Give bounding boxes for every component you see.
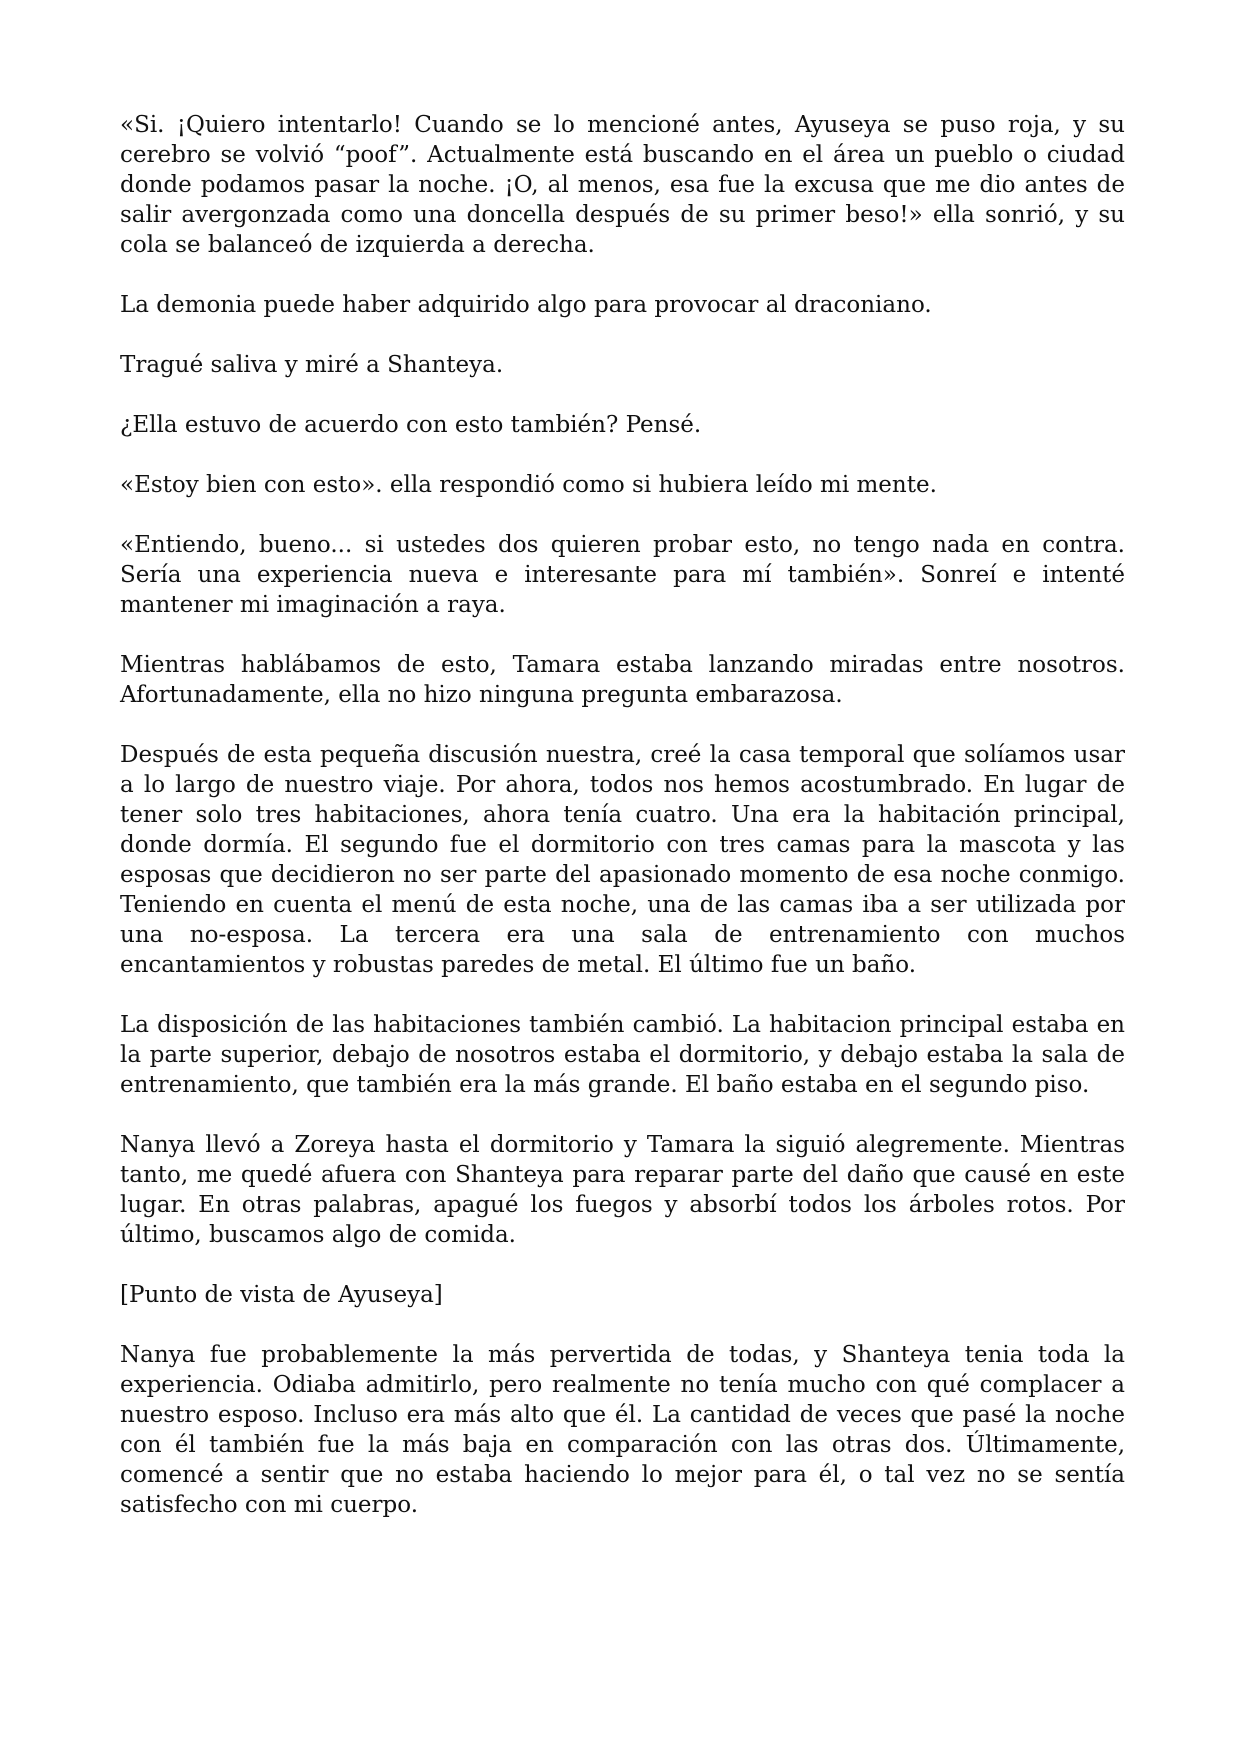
paragraph: La demonia puede haber adquirido algo para provocar al draconiano. xyxy=(120,292,932,318)
paragraph: Mientras hablábamos de esto, Tamara estaba lanzando miradas entre nosotros. Afortunadamente, ella no hizo ninguna pregunta embarazosa. xyxy=(120,652,1125,708)
paragraph: Nanya fue probablemente la más pervertida de todas, y Shanteya tenia toda la experiencia. Odiaba admitirlo, pero realmente no tenía mucho con qué complacer a nuestro esposo. Incluso era más alto que él. La cantidad de veces que pasé la noche con él también fue la más baja en comparación con las otras dos. Últimamente, comencé a sentir que no estaba haciendo lo mejor para él, o tal vez no se sentía satisfecho con mi cuerpo. xyxy=(120,1342,1125,1518)
paragraph: «Entiendo, bueno... si ustedes dos quieren probar esto, no tengo nada en contra. Sería una experiencia nueva e interesante para mí también». Sonreí e intenté mantener mi imaginación a raya. xyxy=(120,532,1125,618)
paragraph: ¿Ella estuvo de acuerdo con esto también? Pensé. xyxy=(120,412,702,438)
paragraph: Después de esta pequeña discusión nuestra, creé la casa temporal que solíamos usar a lo largo de nuestro viaje. Por ahora, todos nos hemos acostumbrado. En lugar de tener solo tres habitaciones, ahora tenía cuatro. Una era la habitación principal, donde dormía. El segundo fue el dormitorio con tres camas para la mascota y las esposas que decidieron no ser parte del apasionado momento de esa noche conmigo. Teniendo en cuenta el menú de esta noche, una de las camas iba a ser utilizada por una no-esposa. La tercera era una sala de entrenamiento con muchos encantamientos y robustas paredes de metal. El último fue un baño. xyxy=(120,742,1125,978)
paragraph: Tragué saliva y miré a Shanteya. xyxy=(120,352,504,378)
paragraph: La disposición de las habitaciones también cambió. La habitacion principal estaba en la parte superior, debajo de nosotros estaba el dormitorio, y debajo estaba la sala de entrenamiento, que también era la más grande. El baño estaba en el segundo piso. xyxy=(120,1012,1125,1098)
section-marker: [Punto de vista de Ayuseya] xyxy=(120,1282,443,1308)
paragraph: Nanya llevó a Zoreya hasta el dormitorio y Tamara la siguió alegremente. Mientras tanto, me quedé afuera con Shanteya para reparar parte del daño que causé en este lugar. En otras palabras, apagué los fuegos y absorbí todos los árboles rotos. Por último, buscamos algo de comida. xyxy=(120,1132,1125,1248)
paragraph: «Estoy bien con esto». ella respondió como si hubiera leído mi mente. xyxy=(120,472,937,498)
body-text xyxy=(120,110,1125,1520)
paragraph: «Si. ¡Quiero intentarlo! Cuando se lo mencioné antes, Ayuseya se puso roja, y su cerebro se volvió “poof”. Actualmente está buscando en el área un pueblo o ciudad donde podamos pasar la noche. ¡O, al menos, esa fue la excusa que me dio antes de salir avergonzada como una doncella después de su primer beso!» ella sonrió, y su cola se balanceó de izquierda a derecha. xyxy=(120,112,1125,258)
